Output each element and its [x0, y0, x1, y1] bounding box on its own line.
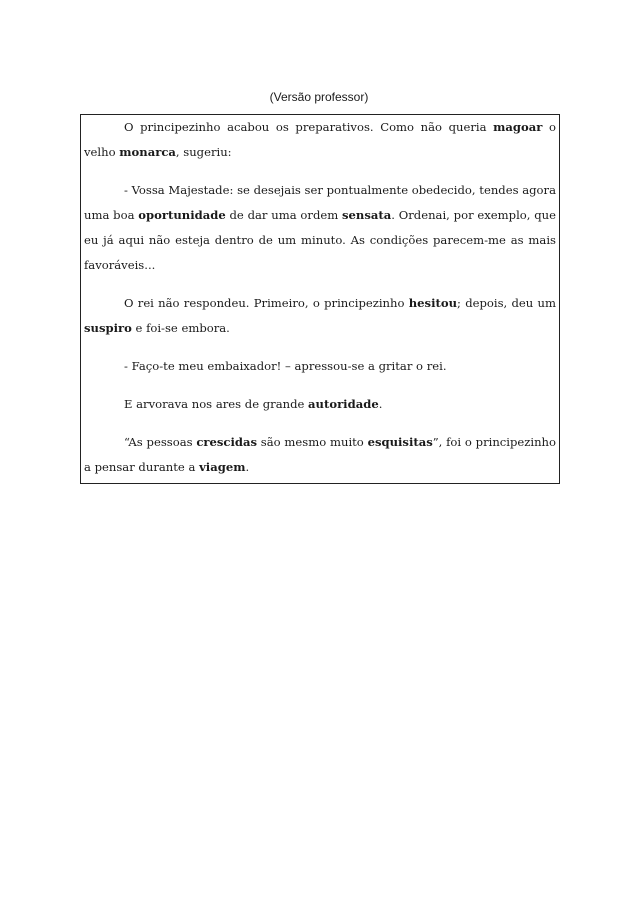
passage-text-run: E arvorava nos ares de grande: [124, 397, 309, 411]
passage-text-run: - Faço-te meu embaixador! – apressou-se a gritar o rei.: [124, 359, 447, 373]
vocabulary-word: crescidas: [196, 435, 258, 449]
passage-text-run: , sugeriu:: [175, 145, 232, 159]
vocabulary-word: monarca: [119, 145, 176, 159]
passage-text-run: O rei não respondeu. Primeiro, o principezinho: [124, 296, 409, 310]
passage-paragraph: [84, 354, 556, 379]
passage-paragraph: [84, 392, 556, 417]
passage-paragraph: [84, 291, 556, 341]
passage-text-run: O principezinho acabou os preparativos. Como não queria: [124, 120, 494, 134]
vocabulary-word: magoar: [493, 120, 543, 134]
passage-box: [80, 114, 560, 484]
vocabulary-word: viagem: [199, 460, 246, 474]
passage-text-run: .: [378, 397, 383, 411]
passage-text-run: - Vossa Majestade: se desejais ser pontualmente obedecido, tendes agora uma boa: [84, 183, 556, 222]
vocabulary-word: esquisitas: [367, 435, 433, 449]
page-title: (Versão professor): [269, 90, 369, 104]
passage-text-run: .: [245, 460, 250, 474]
passage-text-run: e foi-se embora.: [131, 321, 230, 335]
passage-text: [84, 115, 556, 480]
vocabulary-word: autoridade: [308, 397, 379, 411]
passage-text-run: o velho: [84, 120, 556, 159]
vocabulary-word: hesitou: [408, 296, 458, 310]
passage-text-run: ”, foi o principezinho a pensar durante a: [84, 435, 557, 474]
passage-text-run: são mesmo muito: [257, 435, 368, 449]
passage-paragraph: [84, 178, 556, 278]
vocabulary-word: sensata: [342, 208, 392, 222]
passage-paragraph: [84, 115, 556, 165]
passage-text-run: ; depois, deu um: [457, 296, 556, 310]
passage-text-run: “As pessoas: [124, 435, 197, 449]
vocabulary-word: oportunidade: [138, 208, 226, 222]
vocabulary-word: suspiro: [84, 321, 132, 335]
passage-text-run: . Ordenai, por exemplo, que eu já aqui não esteja dentro de um minuto. As condições parecem-me as mais favoráveis...: [84, 208, 557, 272]
passage-paragraph: [84, 430, 556, 480]
passage-text-run: de dar uma ordem: [225, 208, 343, 222]
